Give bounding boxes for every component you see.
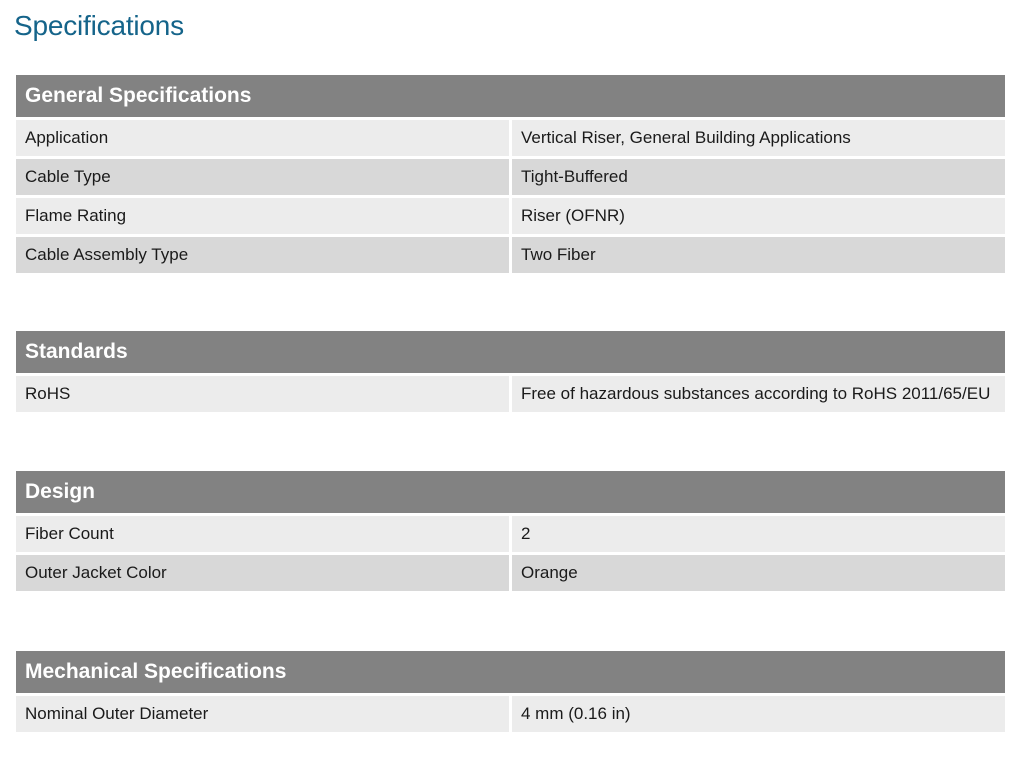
- section-header: General Specifications: [16, 75, 1005, 117]
- spec-value: Tight-Buffered: [512, 159, 1005, 195]
- spec-value: 2: [512, 516, 1005, 552]
- section-header: Standards: [16, 331, 1005, 373]
- page-title: Specifications: [14, 10, 184, 41]
- spec-label: Nominal Outer Diameter: [16, 696, 509, 732]
- spec-value: Orange: [512, 555, 1005, 591]
- spec-row: [16, 237, 1005, 273]
- section-standards: [16, 331, 1005, 412]
- section-design: [16, 471, 1005, 591]
- spec-row: [16, 516, 1005, 552]
- spec-value: Free of hazardous substances according to RoHS 2011/65/EU: [512, 376, 1005, 412]
- section-header: Design: [16, 471, 1005, 513]
- spec-row: [16, 376, 1005, 412]
- spec-label: Flame Rating: [16, 198, 509, 234]
- spec-label: Application: [16, 120, 509, 156]
- spec-label: Cable Assembly Type: [16, 237, 509, 273]
- section-mechanical-specifications: [16, 651, 1005, 732]
- spec-value: 4 mm (0.16 in): [512, 696, 1005, 732]
- spec-label: Outer Jacket Color: [16, 555, 509, 591]
- spec-row: [16, 555, 1005, 591]
- spec-row: [16, 198, 1005, 234]
- section-general-specifications: [16, 75, 1005, 273]
- spec-value: Vertical Riser, General Building Applications: [512, 120, 1005, 156]
- spec-row: [16, 696, 1005, 732]
- spec-label: RoHS: [16, 376, 509, 412]
- spec-label: Fiber Count: [16, 516, 509, 552]
- spec-label: Cable Type: [16, 159, 509, 195]
- spec-row: [16, 120, 1005, 156]
- spec-value: Two Fiber: [512, 237, 1005, 273]
- spec-value: Riser (OFNR): [512, 198, 1005, 234]
- section-header: Mechanical Specifications: [16, 651, 1005, 693]
- spec-row: [16, 159, 1005, 195]
